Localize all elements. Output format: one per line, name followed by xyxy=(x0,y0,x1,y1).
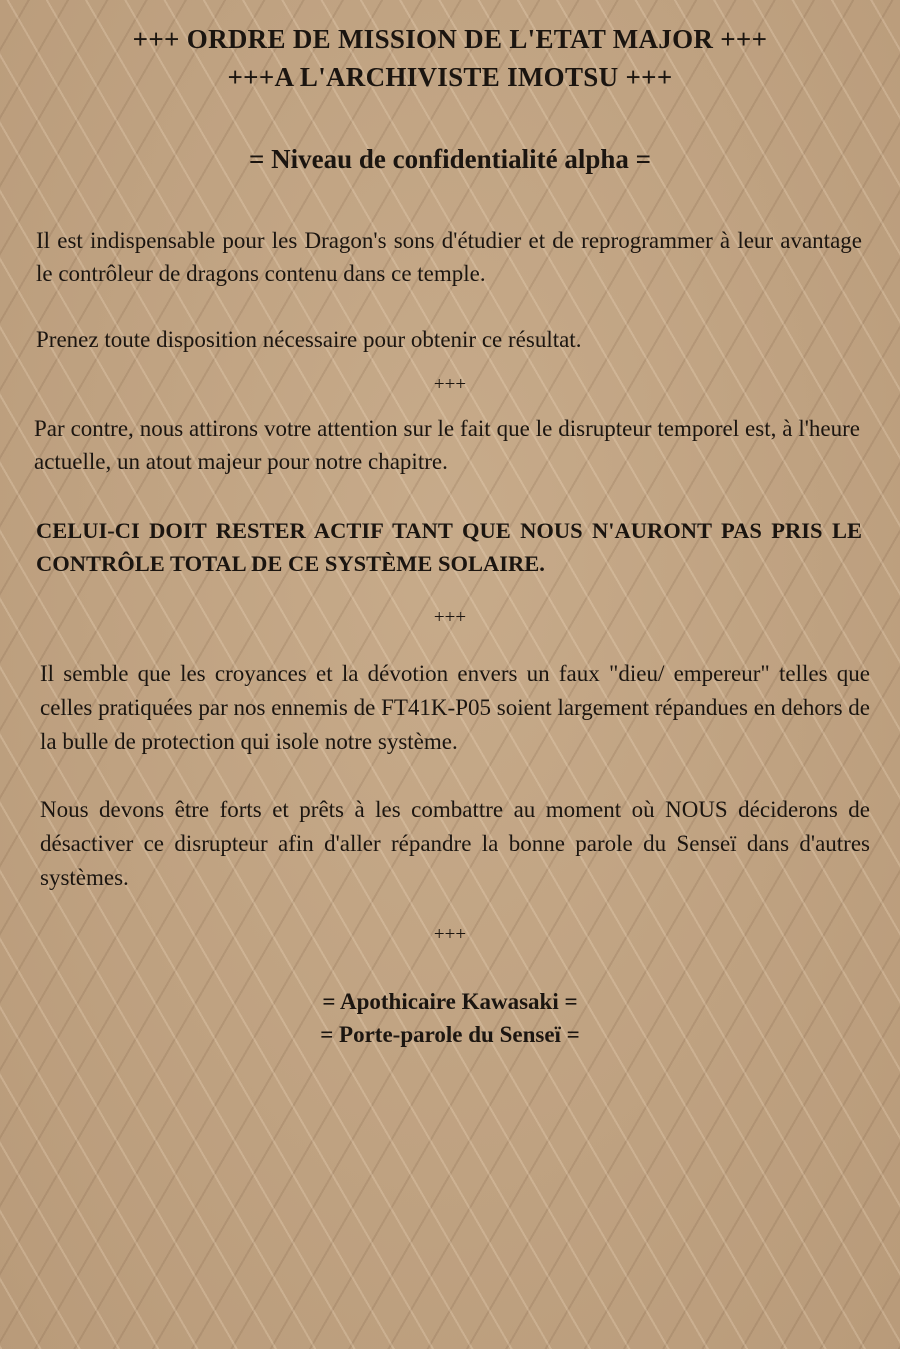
separator-3: +++ xyxy=(433,924,467,945)
paragraph-instruction: Prenez toute disposition nécessaire pour obtenir ce résultat. xyxy=(36,327,582,352)
confidentiality-level: = Niveau de confidentialité alpha = xyxy=(248,144,652,174)
paragraph-objective: Il est indispensable pour les Dragon's sons d'étudier et de reprogrammer à leur avantage le contrôleur de dragons contenu dans ce temple. xyxy=(36,228,862,286)
paragraph-warning: Par contre, nous attirons votre attention sur le fait que le disrupteur temporel est, à l'heure actuelle, un atout majeur pour notre chapitre. xyxy=(34,416,860,474)
signature-name: = Apothicaire Kawasaki = xyxy=(322,989,578,1014)
separator-2: +++ xyxy=(433,607,467,628)
paragraph-beliefs: Il semble que les croyances et la dévotion envers un faux "dieu/ empereur" telles que celles pratiquées par nos ennemis de FT41K-P05 soient largement répandues en dehors de la bulle de protection qui isole notre système. xyxy=(40,661,870,754)
document-title-line-2: +++A L'ARCHIVISTE IMOTSU +++ xyxy=(227,62,673,92)
document-title-line-1: +++ ORDRE DE MISSION DE L'ETAT MAJOR +++ xyxy=(132,24,768,54)
separator-1: +++ xyxy=(433,374,467,395)
paragraph-call-to-arms: Nous devons être forts et prêts à les combattre au moment où NOUS déciderons de désactiver ce disrupteur afin d'aller répandre la bonne parole du Senseï dans d'autres systèmes. xyxy=(40,797,870,890)
paragraph-directive: CELUI-CI DOIT RESTER ACTIF TANT QUE NOUS N'AURONT PAS PRIS LE CONTRÔLE TOTAL DE CE SYSTÈME SOLAIRE. xyxy=(36,518,862,576)
signature-title: = Porte-parole du Senseï = xyxy=(320,1022,580,1047)
